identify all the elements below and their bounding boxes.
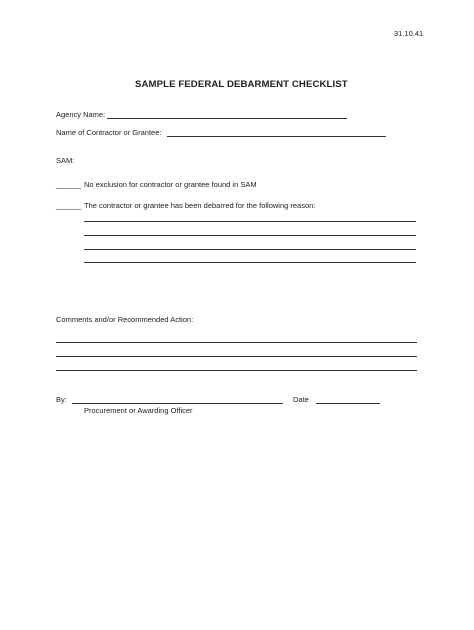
form-number: 31.10.41 (394, 29, 424, 38)
contractor-name-field[interactable] (167, 136, 386, 137)
officer-caption: Procurement or Awarding Officer (84, 406, 193, 415)
debarment-reason-line[interactable] (84, 249, 416, 250)
agency-name-label: Agency Name: (56, 110, 106, 119)
no-exclusion-checkbox-blank[interactable]: ______ (56, 180, 82, 189)
signature-field[interactable] (72, 403, 283, 404)
agency-name-field[interactable] (107, 118, 347, 119)
form-title: SAMPLE FEDERAL DEBARMENT CHECKLIST (135, 79, 348, 90)
debarred-checkbox-blank[interactable]: ______ (56, 201, 82, 210)
debarment-reason-line[interactable] (84, 221, 416, 222)
comments-label: Comments and/or Recommended Action: (56, 315, 194, 324)
debarment-reason-line[interactable] (84, 262, 416, 263)
debarred-text: The contractor or grantee has been debarred for the following reason: (84, 201, 316, 210)
sam-heading: SAM: (56, 156, 75, 165)
no-exclusion-text: No exclusion for contractor or grantee found in SAM (84, 180, 257, 189)
by-label: By: (56, 395, 67, 404)
contractor-name-label: Name of Contractor or Grantee: (56, 128, 162, 137)
comments-line[interactable] (56, 370, 417, 371)
comments-line[interactable] (56, 342, 417, 343)
date-label: Date (293, 395, 309, 404)
debarment-reason-line[interactable] (84, 235, 416, 236)
comments-line[interactable] (56, 356, 417, 357)
date-field[interactable] (316, 403, 380, 404)
